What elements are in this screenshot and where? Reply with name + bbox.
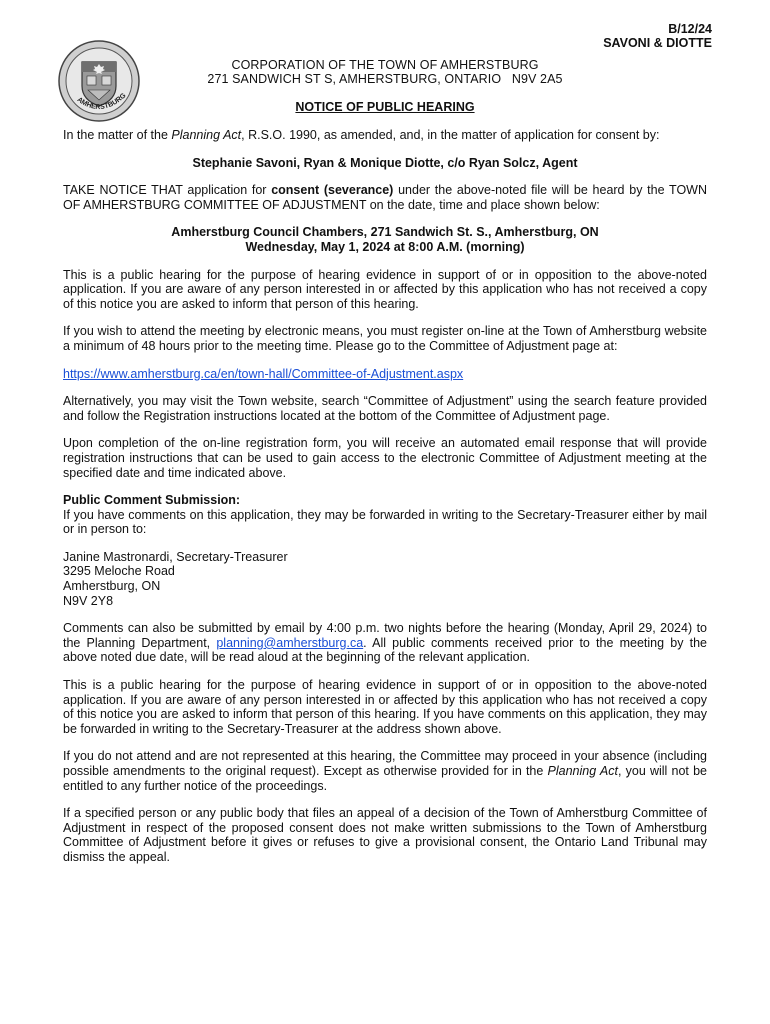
notice-title: NOTICE OF PUBLIC HEARING — [295, 100, 475, 114]
corporation-header — [150, 59, 620, 86]
electronic-attendance-paragraph: If you wish to attend the meeting by electronic means, you must register on-line at the Town of Amherstburg website a minimum of 48 hours prior to the meeting time. Please go to the Committee of Adjustment page at: — [63, 324, 707, 353]
hearing-location — [63, 225, 707, 254]
corporation-name: CORPORATION OF THE TOWN OF AMHERSTBURG — [231, 58, 539, 72]
file-reference — [603, 22, 712, 50]
secretary-postal: N9V 2Y8 — [63, 593, 114, 608]
public-comment-heading: Public Comment Submission: — [63, 493, 241, 508]
hearing-date: Wednesday, May 1, 2024 at 8:00 A.M. (morning) — [245, 239, 525, 254]
take-notice-paragraph: TAKE NOTICE THAT application for consent (severance) under the above-noted file will be heard by the TOWN OF AMHERSTBURG COMMITTEE OF ADJUSTMENT on the date, time and place shown below: — [63, 183, 708, 212]
seal-lettering: AMHERSTBURG — [75, 92, 128, 112]
alternative-paragraph: Alternatively, you may visit the Town website, search “Committee of Adjustment” using the search feature provided and follow the Registration instructions located at the bottom of the Committee of Adjustment page. — [63, 394, 707, 423]
secretary-address — [63, 550, 707, 608]
applicant-name: Stephanie Savoni, Ryan & Monique Diotte, c/o Ryan Solcz, Agent — [192, 155, 578, 170]
hearing-place: Amherstburg Council Chambers, 271 Sandwich St. S., Amherstburg, ON — [171, 225, 599, 240]
corporation-address: 271 SANDWICH ST S, AMHERSTBURG, ONTARIO N9V 2A5 — [207, 71, 563, 86]
email-paragraph: Comments can also be submitted by email by 4:00 p.m. two nights before the hearing (Monday, April 29, 2024) to the Planning Department, planning@amherstburg.ca. All public comments received prior to the meeting by the above noted due date, will be read aloud at the beginning of the relevant application. — [63, 621, 707, 665]
secretary-name: Janine Mastronardi, Secretary-Treasurer — [63, 549, 288, 564]
planning-email-link[interactable]: planning@amherstburg.ca — [216, 635, 364, 650]
absence-paragraph: If you do not attend and are not represented at this hearing, the Committee may proceed in your absence (including possible amendments to the original request). Except as otherwise provided for in the Planning Act, you will not be entitled to any further notice of the proceedings. — [63, 749, 707, 793]
committee-url-paragraph — [63, 367, 707, 382]
secretary-street: 3295 Meloche Road — [63, 564, 175, 579]
committee-of-adjustment-link[interactable]: https://www.amherstburg.ca/en/town-hall/Committee-of-Adjustment.aspx — [63, 366, 464, 381]
file-number: B/12/24 — [668, 22, 712, 36]
town-seal-logo — [58, 40, 140, 122]
intro-paragraph: In the matter of the Planning Act, R.S.O. 1990, as amended, and, in the matter of application for consent by: — [63, 128, 660, 142]
secretary-city: Amherstburg, ON — [63, 579, 161, 594]
completion-paragraph: Upon completion of the on-line registration form, you will receive an automated email response that will provide registration instructions that can be used to gain access to the electronic Committee of Adjustment meeting at the specified date and time indicated above. — [63, 436, 707, 480]
public-comment-paragraph: If you have comments on this application, they may be forwarded in writing to the Secretary-Treasurer either by mail or in person to: — [63, 507, 707, 537]
appeal-paragraph: If a specified person or any public body that files an appeal of a decision of the Town of Amherstburg Committee of Adjustment in respect of the proposed consent does not make written submissions to the Town of Amherstburg Committee of Adjustment before it gives or refuses to give a provisional consent, the Ontario Land Tribunal may dismiss the appeal. — [63, 806, 707, 864]
purpose-repeat-paragraph: This is a public hearing for the purpose of hearing evidence in support of or in opposition to the above-noted application. If you are aware of any person interested in or affected by this application who has not received a copy of this notice you are asked to inform that person of this hearing. If you have comments on this application, they may be forwarded in writing to the Secretary-Treasurer at the address shown above. — [63, 678, 707, 736]
notice-body — [63, 128, 707, 878]
file-name: SAVONI & DIOTTE — [603, 36, 712, 50]
purpose-paragraph: This is a public hearing for the purpose of hearing evidence in support of or in opposition to the above-noted application. If you are aware of any person interested in or affected by this application who has not received a copy of this notice you are asked to inform that person of this hearing. — [63, 267, 707, 311]
